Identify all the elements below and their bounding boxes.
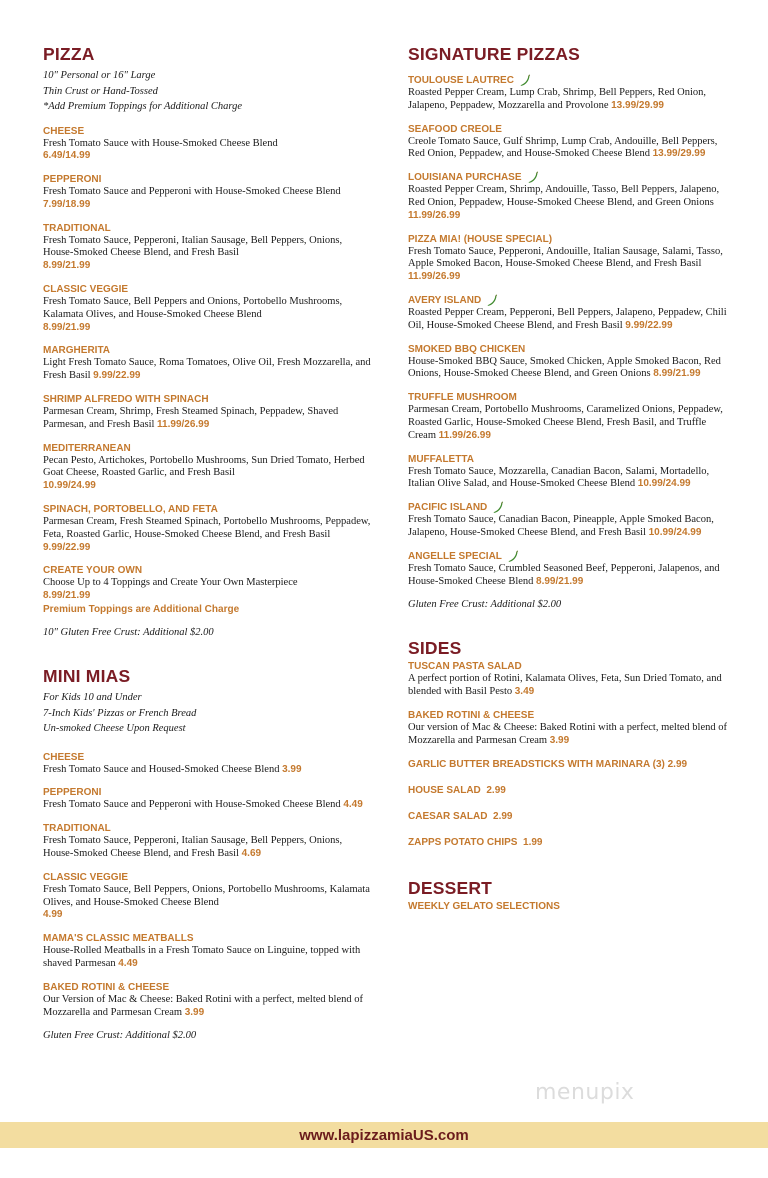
item-price: 10.99/24.99: [637, 478, 691, 490]
item-name: BAKED ROTINI & CHEESE: [408, 709, 535, 721]
item-desc-text: House-Smoked BBQ Sauce, Smoked Chicken, Apple Smoked Bacon, Red Onions, House-Smoked Cheese Blend, and Green Onions: [408, 355, 721, 380]
signature-title: SIGNATURE PIZZAS: [408, 44, 581, 64]
item-description: [408, 563, 733, 589]
item-description: [408, 356, 733, 382]
item-price: 4.49: [118, 957, 138, 969]
item-name: CLASSIC VEGGIE: [43, 871, 129, 883]
jalapeno-pepper-icon: [526, 171, 539, 184]
item-desc-text: Fresh Tomato Sauce, Mozzarella, Canadian Bacon, Salami, Mortadello, Italian Olive Salad, and House-Smoked Cheese Blend: [408, 465, 710, 490]
menu-item: [43, 173, 373, 212]
item-name: [408, 294, 733, 307]
item-description: [408, 466, 733, 492]
dessert-section: [408, 878, 733, 913]
menu-item: [43, 344, 373, 383]
signature-menu-item: [408, 550, 733, 589]
item-price: 11.99/26.99: [408, 271, 461, 283]
sides-section: [408, 638, 733, 848]
item-price: 8.99/21.99: [43, 260, 91, 272]
item-desc-text: Fresh Tomato Sauce and Housed-Smoked Cheese Blend: [43, 763, 280, 775]
pizza-title: PIZZA: [43, 44, 95, 64]
footer-bar: [0, 1122, 768, 1148]
sides-title: SIDES: [408, 638, 462, 659]
item-name-text: MUFFALETTA: [408, 453, 474, 465]
item-price: 2.99: [667, 758, 688, 770]
jalapeno-pepper-icon: [506, 550, 519, 563]
pizza-subtitle: *Add Premium Toppings for Additional Charge: [43, 101, 243, 112]
item-desc-text: Fresh Tomato Sauce, Bell Peppers and Onions, Portobello Mushrooms, Kalamata Olives, and House-Smoked Cheese Blend: [43, 296, 343, 320]
menu-item: [43, 442, 373, 493]
signature-menu-item: [408, 233, 733, 284]
item-desc-text: Fresh Tomato Sauce, Bell Peppers, Onions, Portobello Mushrooms, Kalamata Olives, and House-Smoked Cheese Blend: [43, 883, 370, 908]
item-price: 9.99/22.99: [43, 541, 91, 553]
item-name: ZAPPS POTATO CHIPS: [408, 836, 518, 848]
menu-item: [43, 981, 373, 1020]
item-description: [408, 307, 733, 333]
item-description: [43, 516, 373, 554]
item-description: [408, 184, 733, 222]
item-description: [43, 835, 373, 861]
item-description: [43, 138, 373, 164]
mini-mias-title: MINI MIAS: [43, 666, 131, 687]
item-desc-text: Choose Up to 4 Toppings and Create Your Own Masterpiece: [43, 577, 298, 589]
item-description: [43, 577, 373, 603]
side-simple-item: [408, 836, 733, 849]
item-price: 1.99: [523, 836, 543, 848]
item-description: [43, 296, 373, 334]
website-link[interactable]: www.lapizzamiaUS.com: [299, 1126, 469, 1144]
item-desc-text: Fresh Tomato Sauce, Crumbled Seasoned Beef, Pepperoni, Jalapenos, and House-Smoked Cheese Blend: [408, 562, 720, 587]
item-price: 8.99/21.99: [536, 575, 584, 587]
item-description: [43, 994, 373, 1020]
menu-item-create-your-own: [43, 564, 373, 616]
item-desc-text: Parmesan Cream, Fresh Steamed Spinach, Portobello Mushrooms, Peppadew, Feta, Roasted Garlic, House-Smoked Cheese Blend, and Fresh Basil: [43, 516, 371, 540]
item-name-text: AVERY ISLAND: [408, 294, 482, 306]
item-desc-text: Light Fresh Tomato Sauce, Roma Tomatoes, Olive Oil, Fresh Mozzarella, and Fresh Basil: [43, 357, 371, 382]
item-price: 9.99/22.99: [93, 370, 141, 382]
pizza-subtitle: Thin Crust or Hand-Tossed: [43, 85, 158, 97]
signature-menu-item: [408, 391, 733, 442]
item-name: MEDITERRANEAN: [43, 442, 131, 454]
item-name-text: PACIFIC ISLAND: [408, 502, 488, 514]
item-name: BAKED ROTINI & CHEESE: [43, 981, 170, 993]
menu-item: [43, 283, 373, 334]
side-simple-item: [408, 758, 733, 771]
item-price: 9.99/22.99: [625, 319, 673, 331]
item-name-text: TRUFFLE MUSHROOM: [408, 392, 517, 404]
item-name: [408, 233, 733, 246]
pizza-section: [43, 44, 373, 640]
item-desc-text: Fresh Tomato Sauce, Pepperoni, Italian Sausage, Bell Peppers, Onions, House-Smoked Cheese Blend, and Fresh Basil: [43, 234, 343, 259]
item-price: 8.99/21.99: [43, 590, 91, 602]
menu-item: [43, 822, 373, 861]
menu-item: [43, 503, 373, 554]
jalapeno-pepper-icon: [518, 74, 531, 87]
item-desc-text: Pecan Pesto, Artichokes, Portobello Mushrooms, Sun Dried Tomato, Herbed Goat Cheese, Roasted Garlic, and Fresh Basil: [43, 454, 365, 479]
item-description: [43, 235, 373, 273]
dessert-item: WEEKLY GELATO SELECTIONS: [408, 900, 560, 912]
item-name: MARGHERITA: [43, 345, 111, 357]
item-name: [408, 74, 733, 87]
item-desc-text: Roasted Pepper Cream, Shrimp, Andouille, Tasso, Bell Peppers, Jalapeno, Red Onion, Peppadew, House-Smoked Cheese Blend, and Green Onions: [408, 184, 720, 208]
jalapeno-pepper-icon: [485, 294, 498, 307]
signature-menu-item: [408, 294, 733, 333]
signature-menu-item: [408, 123, 733, 162]
menu-item: [43, 222, 373, 273]
item-name: [408, 123, 733, 136]
menu-item: [43, 871, 373, 922]
side-simple-item: [408, 810, 733, 823]
item-name-text: SEAFOOD CREOLE: [408, 123, 502, 135]
item-desc-text: Fresh Tomato Sauce, Canadian Bacon, Pineapple, Apple Smoked Bacon, Jalapeno, House-Smoked Cheese Blend, and Fresh Basil: [408, 514, 714, 538]
menu-item: [43, 932, 373, 971]
item-name-text: SMOKED BBQ CHICKEN: [408, 343, 526, 355]
item-desc-text: Parmesan Cream, Shrimp, Fresh Steamed Spinach, Peppadew, Shaved Parmesan, and Fresh Basil: [43, 406, 339, 430]
pizza-subtitle: 10" Personal or 16" Large: [43, 70, 156, 81]
item-desc-text: Fresh Tomato Sauce and Pepperoni with House-Smoked Cheese Blend: [43, 186, 341, 198]
item-price: 11.99/26.99: [157, 418, 210, 430]
item-price: 4.49: [343, 799, 363, 811]
menu-item: [408, 660, 733, 699]
item-price: 7.99/18.99: [43, 198, 91, 210]
item-description: [43, 186, 373, 212]
item-name: SHRIMP ALFREDO WITH SPINACH: [43, 394, 209, 406]
premium-toppings-note: Premium Toppings are Additional Charge: [43, 604, 240, 616]
gluten-free-note: Gluten Free Crust: Additional $2.00: [408, 599, 562, 611]
item-price: 4.99: [43, 909, 63, 921]
item-description: [408, 136, 733, 162]
item-price: 10.99/24.99: [648, 526, 702, 538]
item-description: [43, 799, 373, 812]
item-description: [408, 404, 733, 442]
item-price: 3.99: [184, 1006, 205, 1018]
item-description: [408, 87, 733, 113]
item-name: CHEESE: [43, 751, 85, 763]
item-price: 3.99: [282, 763, 302, 775]
signature-menu-item: [408, 453, 733, 492]
left-column: [43, 44, 373, 1043]
item-name: MAMA'S CLASSIC MEATBALLS: [43, 933, 194, 945]
item-description: [43, 357, 373, 383]
item-name: TRADITIONAL: [43, 823, 111, 835]
item-name: TRADITIONAL: [43, 222, 111, 234]
item-price: 6.49/14.99: [43, 150, 91, 162]
item-desc-text: Our Version of Mac & Cheese: Baked Rotini with a perfect, melted blend of Mozzarella and Parmesan Cream: [43, 993, 363, 1018]
item-desc-text: Fresh Tomato Sauce, Pepperoni, Andouille, Italian Sausage, Salami, Tasso, Apple Smoked Bacon, House-Smoked Cheese Blend, and Fresh Basil: [408, 245, 723, 270]
signature-pizzas-section: [408, 44, 733, 612]
item-name: CREATE YOUR OWN: [43, 565, 143, 577]
mini-mias-subtitle: Un-smoked Cheese Upon Request: [43, 723, 186, 735]
item-price: 13.99/29.99: [652, 148, 706, 160]
item-description: [408, 246, 733, 284]
mini-mias-subtitle: 7-Inch Kids' Pizzas or French Bread: [43, 707, 197, 719]
item-name: [408, 453, 733, 466]
item-description: [43, 406, 373, 432]
item-name-text: LOUISIANA PURCHASE: [408, 172, 522, 184]
item-description: [408, 514, 733, 540]
menu-item: [43, 751, 373, 777]
item-description: [43, 945, 373, 971]
item-description: [43, 764, 373, 777]
item-price: 11.99/26.99: [438, 429, 491, 441]
item-desc-text: Creole Tomato Sauce, Gulf Shrimp, Lump Crab, Andouille, Bell Peppers, Red Onion, Peppadew, and House-Smoked Cheese Blend: [408, 135, 718, 160]
item-name: CLASSIC VEGGIE: [43, 284, 129, 296]
menu-item: [43, 125, 373, 164]
right-column: [408, 44, 733, 913]
item-name: HOUSE SALAD: [408, 784, 481, 796]
side-simple-item: [408, 784, 733, 797]
item-desc-text: Roasted Pepper Cream, Lump Crab, Shrimp, Bell Peppers, Red Onion, Jalapeno, Peppadew, Mozzarella and Provolone: [408, 87, 707, 111]
item-name: CAESAR SALAD: [408, 810, 488, 822]
signature-menu-item: [408, 74, 733, 113]
item-price: 3.49: [514, 686, 535, 698]
item-name: [408, 501, 733, 514]
item-name: PEPPERONI: [43, 174, 102, 186]
item-name: GARLIC BUTTER BREADSTICKS WITH MARINARA (3): [408, 758, 665, 770]
item-description: [43, 455, 373, 493]
item-desc-text: Roasted Pepper Cream, Pepperoni, Bell Peppers, Jalapeno, Peppadew, Chili Oil, House-Smoked Cheese Blend, and Fresh Basil: [408, 306, 727, 331]
gluten-free-note: Gluten Free Crust: Additional $2.00: [43, 1030, 197, 1042]
item-description: [408, 673, 733, 699]
item-name: [408, 343, 733, 356]
mini-mias-section: [43, 666, 373, 1043]
item-description: [408, 722, 733, 748]
item-price: 4.69: [241, 847, 262, 859]
menu-item: [43, 786, 373, 812]
item-price: 2.99: [486, 784, 506, 796]
item-name: [408, 550, 733, 563]
mini-mias-subtitle: For Kids 10 and Under: [43, 692, 142, 704]
menupix-watermark: menupix: [535, 1080, 635, 1105]
item-name-text: PIZZA MIA! (HOUSE SPECIAL): [408, 233, 553, 245]
menu-item: [43, 393, 373, 432]
signature-menu-item: [408, 343, 733, 382]
item-name-text: ANGELLE SPECIAL: [408, 550, 502, 562]
item-price: 10.99/24.99: [43, 480, 96, 492]
item-description: [43, 884, 373, 922]
item-price: 11.99/26.99: [408, 209, 461, 221]
jalapeno-pepper-icon: [491, 501, 504, 514]
item-name: CHEESE: [43, 125, 85, 137]
signature-menu-item: [408, 171, 733, 222]
gluten-free-note: 10" Gluten Free Crust: Additional $2.00: [43, 627, 214, 639]
signature-menu-item: [408, 501, 733, 540]
item-desc-text: Fresh Tomato Sauce, Pepperoni, Italian Sausage, Bell Peppers, Onions, House-Smoked Cheese Blend, and Fresh Basil: [43, 835, 343, 859]
item-desc-text: A perfect portion of Rotini, Kalamata Olives, Feta, Sun Dried Tomato, and blended with Basil Pesto: [408, 673, 722, 698]
item-price: 13.99/29.99: [611, 99, 664, 111]
item-name: [408, 391, 733, 404]
item-name: PEPPERONI: [43, 787, 102, 799]
item-name-text: TOULOUSE LAUTREC: [408, 75, 514, 86]
mini-mias-subtitles: [43, 690, 373, 737]
menu-item: [408, 709, 733, 748]
item-price: 2.99: [493, 810, 513, 822]
item-price: 3.99: [549, 734, 570, 746]
item-desc-text: Fresh Tomato Sauce and Pepperoni with House-Smoked Cheese Blend: [43, 799, 341, 811]
item-price: 8.99/21.99: [43, 321, 91, 333]
item-desc-text: House-Rolled Meatballs in a Fresh Tomato Sauce on Linguine, topped with shaved Parmesan: [43, 945, 361, 969]
item-name: TUSCAN PASTA SALAD: [408, 661, 522, 673]
item-desc-text: Our version of Mac & Cheese: Baked Rotini with a perfect, melted blend of Mozzarella and Parmesan Cream: [408, 721, 727, 746]
item-price: 8.99/21.99: [653, 368, 701, 380]
item-desc-text: Fresh Tomato Sauce with House-Smoked Cheese Blend: [43, 137, 278, 149]
item-desc-text: Parmesan Cream, Portobello Mushrooms, Caramelized Onions, Peppadew, Roasted Garlic, House-Smoked Cheese Blend, Fresh Basil, and Truffle Cream: [408, 404, 723, 441]
pizza-subtitles: [43, 68, 373, 115]
dessert-title: DESSERT: [408, 877, 493, 898]
item-name: SPINACH, PORTOBELLO, AND FETA: [43, 504, 218, 516]
item-name: [408, 171, 733, 184]
